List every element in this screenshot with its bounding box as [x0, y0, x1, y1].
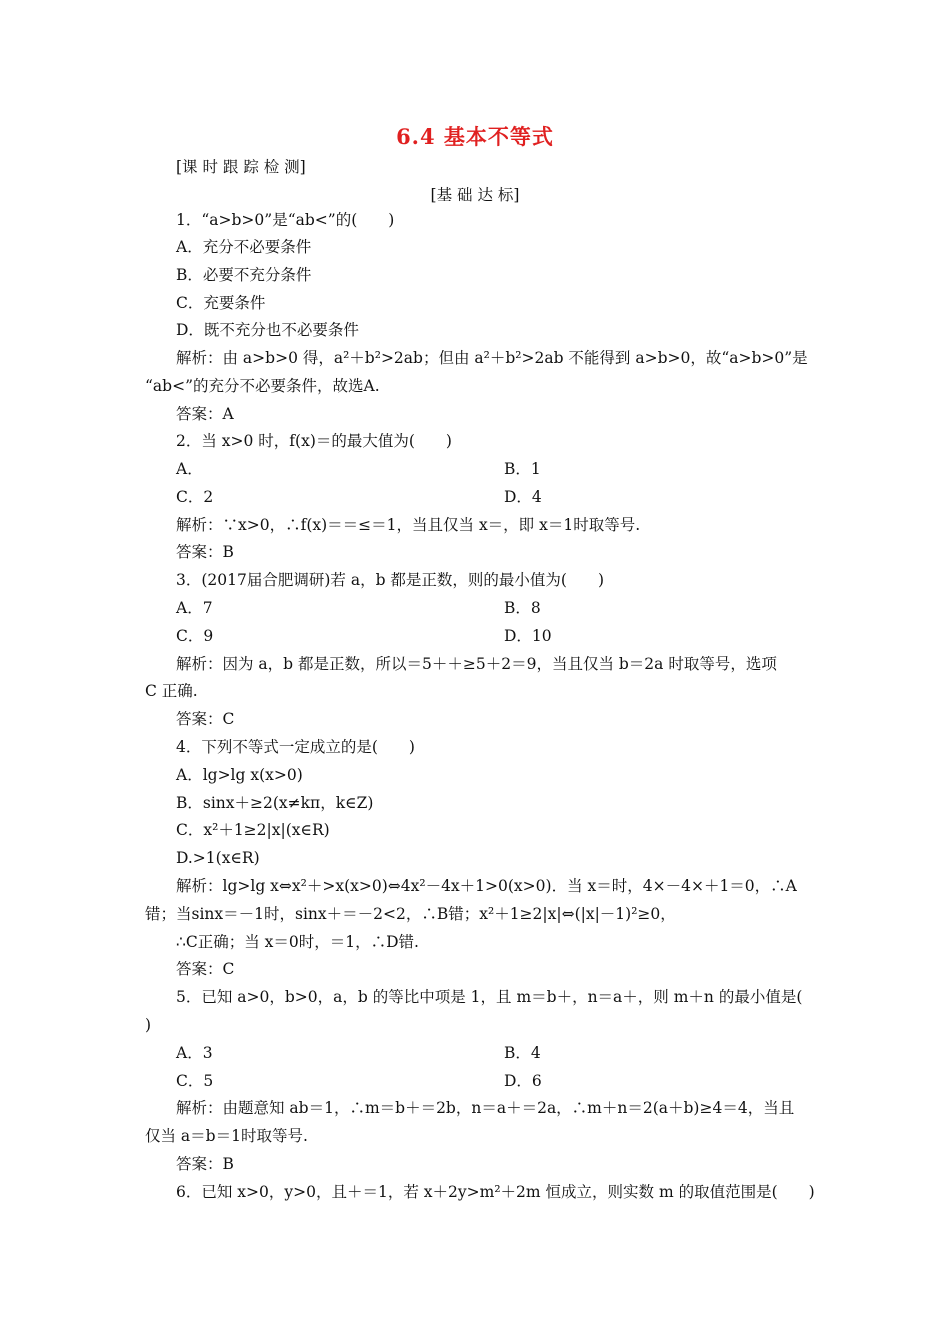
q1-option-a: A．充分不必要条件	[176, 238, 312, 256]
q1-option-c: C．充要条件	[176, 294, 266, 312]
q1-option-d: D．既不充分也不必要条件	[176, 321, 359, 339]
q5-option-c: C．5	[176, 1072, 214, 1090]
q5-option-d: D．6	[504, 1072, 542, 1090]
section-label: [课 时 跟 踪 检 测]	[176, 158, 306, 176]
q1-answer: 答案：A	[176, 405, 234, 423]
q6-stem: 6．已知 x>0，y>0，且＋＝1，若 x＋2y>m²＋2m 恒成立，则实数 m 的取值范围是( )	[176, 1183, 815, 1201]
q4-stem: 4．下列不等式一定成立的是( )	[176, 738, 415, 756]
q4-analysis-line2: 错；当sinx＝－1时，sinx＋＝－2<2，∴B错；x²＋1≥2|x|⇔(|x|－1)²≥0，	[145, 905, 676, 923]
q2-answer: 答案：B	[176, 543, 234, 561]
q5-option-a: A．3	[176, 1044, 213, 1062]
q1-option-b: B．必要不充分条件	[176, 266, 312, 284]
q3-analysis-line2: C 正确.	[145, 682, 198, 700]
q5-analysis-line1: 解析：由题意知 ab＝1，∴m＝b＋＝2b，n＝a＋＝2a，∴m＋n＝2(a＋b)≥4＝4，当且	[176, 1099, 795, 1117]
q1-analysis-line2: “ab<”的充分不必要条件，故选A.	[145, 377, 380, 395]
q4-option-a: A．lg>lg x(x>0)	[176, 766, 303, 784]
q3-analysis-line1: 解析：因为 a，b 都是正数，所以＝5＋＋≥5＋2＝9，当且仅当 b＝2a 时取等号，选项	[176, 655, 777, 673]
q3-option-c: C．9	[176, 627, 214, 645]
q5-option-b: B．4	[504, 1044, 541, 1062]
q5-stem-line1: 5．已知 a>0，b>0，a，b 的等比中项是 1，且 m＝b＋，n＝a＋，则 m＋n 的最小值是(	[176, 988, 803, 1006]
q4-option-d: D.>1(x∈R)	[176, 849, 260, 867]
q5-stem-line2: )	[145, 1016, 152, 1034]
q2-option-a: A．	[176, 460, 203, 478]
q2-option-d: D．4	[504, 488, 542, 506]
q4-option-c: C．x²＋1≥2|x|(x∈R)	[176, 821, 330, 839]
q3-option-d: D．10	[504, 627, 552, 645]
q5-analysis-line2: 仅当 a＝b＝1时取等号.	[145, 1127, 308, 1145]
q4-option-b: B．sinx＋≥2(x≠kπ，k∈Z)	[176, 794, 374, 812]
q2-option-b: B．1	[504, 460, 541, 478]
q4-analysis-line3: ∴C正确；当 x＝0时，＝1，∴D错.	[176, 933, 419, 951]
q1-stem: 1．“a>b>0”是“ab<”的( )	[176, 211, 395, 229]
q4-analysis-line1: 解析：lg>lg x⇔x²＋>x(x>0)⇔4x²－4x＋1>0(x>0)．当 x＝时，4×－4×＋1＝0，∴A	[176, 877, 797, 895]
subsection-label: [基 础 达 标]	[430, 186, 520, 204]
q3-answer: 答案：C	[176, 710, 235, 728]
q2-analysis: 解析：∵x>0，∴f(x)＝＝≤＝1，当且仅当 x＝，即 x＝1时取等号.	[176, 516, 641, 534]
q1-analysis-line1: 解析：由 a>b>0 得，a²＋b²>2ab；但由 a²＋b²>2ab 不能得到 a>b>0，故“a>b>0”是	[176, 349, 808, 367]
q3-option-a: A．7	[176, 599, 213, 617]
q4-answer: 答案：C	[176, 960, 235, 978]
q3-option-b: B．8	[504, 599, 541, 617]
page-title: 6.4 基本不等式	[396, 124, 554, 149]
q2-stem: 2．当 x>0 时，f(x)＝的最大值为( )	[176, 432, 452, 450]
q3-stem: 3．(2017届合肥调研)若 a，b 都是正数，则的最小值为( )	[176, 571, 605, 589]
q2-option-c: C．2	[176, 488, 214, 506]
q5-answer: 答案：B	[176, 1155, 234, 1173]
